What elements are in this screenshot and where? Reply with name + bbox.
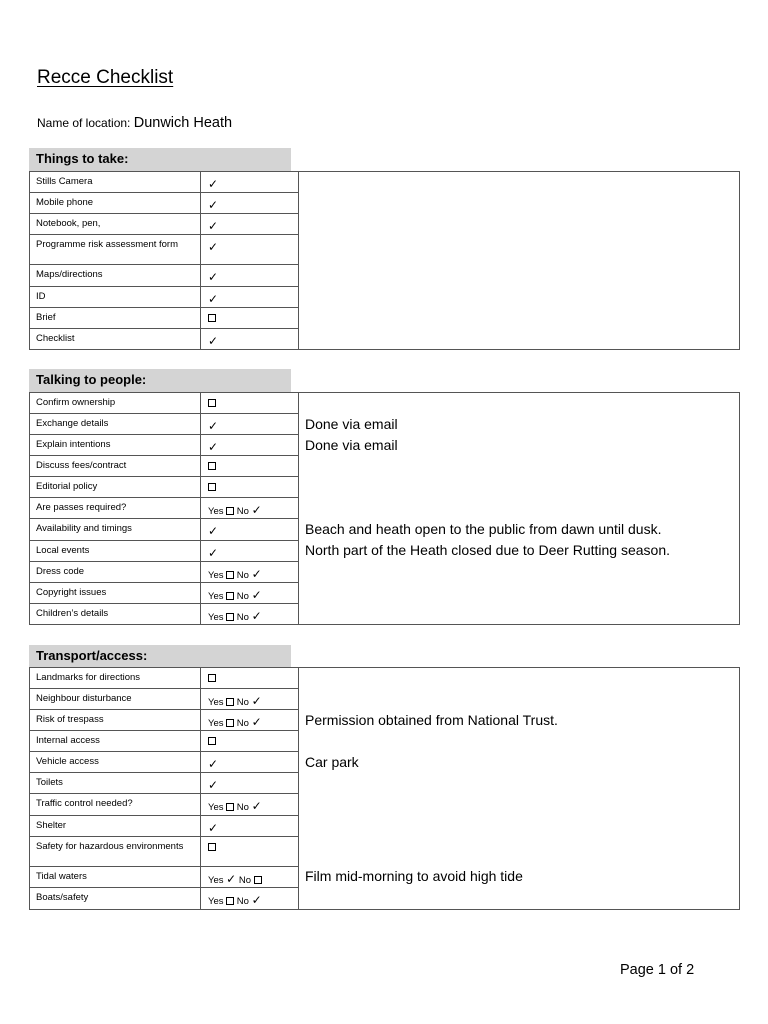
yes-label: Yes — [208, 569, 224, 581]
tick-icon: ✓ — [251, 503, 262, 518]
item-label: Children’s details — [30, 603, 201, 624]
checklist-table-things-to-take — [29, 171, 740, 350]
checkbox-icon[interactable] — [208, 674, 216, 682]
item-status — [201, 794, 299, 815]
tick-icon: ✓ — [251, 608, 262, 623]
item-label: Copyright issues — [30, 582, 201, 603]
note-text: Permission obtained from National Trust. — [305, 712, 558, 728]
checklist-table-transport-access — [29, 667, 740, 910]
item-status — [201, 214, 299, 235]
item-status — [201, 866, 299, 887]
tick-icon: ✓ — [251, 694, 262, 709]
no-label: No — [236, 895, 249, 907]
tick-icon: ✓ — [208, 524, 219, 539]
item-status — [201, 328, 299, 349]
checkbox-icon[interactable] — [226, 897, 234, 905]
no-label: No — [236, 718, 249, 730]
item-label: Explain intentions — [30, 435, 201, 456]
item-status — [201, 752, 299, 773]
item-status — [201, 710, 299, 731]
tick-icon: ✓ — [251, 566, 262, 581]
yes-no-choice — [208, 503, 262, 518]
item-status — [201, 887, 299, 909]
item-label: Tidal waters — [30, 866, 201, 887]
item-status — [201, 582, 299, 603]
tick-icon: ✓ — [208, 291, 219, 306]
item-label: Risk of trespass — [30, 710, 201, 731]
tick-icon: ✓ — [251, 799, 262, 814]
section-heading-talking-to-people: Talking to people: — [29, 369, 291, 392]
item-status — [201, 435, 299, 456]
checklist-table-talking-to-people — [29, 392, 740, 625]
tick-icon: ✓ — [208, 419, 219, 434]
tick-icon: ✓ — [208, 757, 219, 772]
section-heading-things-to-take: Things to take: — [29, 148, 291, 171]
no-label: No — [236, 506, 249, 518]
note-text: North part of the Heath closed due to Deer Rutting season. — [305, 542, 670, 558]
item-label: Shelter — [30, 815, 201, 836]
yes-no-choice — [208, 892, 262, 907]
yes-no-choice — [208, 715, 262, 730]
checkbox-icon[interactable] — [208, 483, 216, 491]
yes-no-choice — [208, 799, 262, 814]
item-status — [201, 836, 299, 866]
checkbox-icon[interactable] — [254, 876, 262, 884]
tick-icon: ✓ — [208, 333, 219, 348]
item-status — [201, 307, 299, 328]
item-label: Exchange details — [30, 414, 201, 435]
item-label: Vehicle access — [30, 752, 201, 773]
yes-label: Yes — [208, 590, 224, 602]
yes-label: Yes — [208, 697, 224, 709]
item-label: Confirm ownership — [30, 393, 201, 414]
tick-icon: ✓ — [208, 545, 219, 560]
item-status — [201, 773, 299, 794]
location-label: Name of location: — [37, 116, 131, 130]
yes-no-choice — [208, 566, 262, 581]
table-row — [30, 668, 740, 689]
note-text: Done via email — [305, 437, 398, 453]
yes-label: Yes — [208, 895, 224, 907]
item-status — [201, 603, 299, 624]
section-heading-transport-access: Transport/access: — [29, 645, 291, 668]
tick-icon: ✓ — [208, 270, 219, 285]
item-label: Are passes required? — [30, 498, 201, 519]
note-text: Film mid-morning to avoid high tide — [305, 868, 523, 884]
checkbox-icon[interactable] — [208, 314, 216, 322]
location-value: Dunwich Heath — [133, 115, 233, 131]
no-label: No — [238, 874, 251, 886]
yes-no-choice — [208, 608, 262, 623]
item-status — [201, 265, 299, 286]
yes-label: Yes — [208, 611, 224, 623]
note-text: Beach and heath open to the public from dawn until dusk. — [305, 521, 662, 537]
item-status — [201, 498, 299, 519]
no-label: No — [236, 590, 249, 602]
item-status — [201, 477, 299, 498]
yes-no-choice — [208, 694, 262, 709]
item-status — [201, 172, 299, 193]
item-status — [201, 689, 299, 710]
yes-label: Yes — [208, 802, 224, 814]
checkbox-icon[interactable] — [208, 737, 216, 745]
item-label: Mobile phone — [30, 193, 201, 214]
item-label: Programme risk assessment form — [30, 235, 201, 265]
item-label: Stills Camera — [30, 172, 201, 193]
tick-icon: ✓ — [208, 440, 219, 455]
tick-icon: ✓ — [208, 778, 219, 793]
note-text: Car park — [305, 754, 359, 770]
notes-cell — [299, 393, 740, 625]
checkbox-icon[interactable] — [226, 613, 234, 621]
item-label: Safety for hazardous environments — [30, 836, 201, 866]
item-status — [201, 561, 299, 582]
item-label: Landmarks for directions — [30, 668, 201, 689]
item-status — [201, 235, 299, 265]
table-row — [30, 393, 740, 414]
yes-label: Yes — [208, 874, 224, 886]
yes-label: Yes — [208, 506, 224, 518]
item-status — [201, 393, 299, 414]
page-number: Page 1 of 2 — [620, 962, 695, 978]
item-label: ID — [30, 286, 201, 307]
tick-icon: ✓ — [208, 198, 219, 213]
tick-icon: ✓ — [208, 219, 219, 234]
notes-area — [299, 393, 739, 624]
item-label: Internal access — [30, 731, 201, 752]
no-label: No — [236, 611, 249, 623]
item-status — [201, 519, 299, 540]
item-label: Local events — [30, 540, 201, 561]
item-status — [201, 456, 299, 477]
table-row — [30, 172, 740, 193]
notes-area — [299, 172, 739, 349]
tick-icon: ✓ — [208, 240, 219, 255]
checkbox-icon[interactable] — [208, 843, 216, 851]
checkbox-icon[interactable] — [226, 698, 234, 706]
item-label: Availability and timings — [30, 519, 201, 540]
item-label: Neighbour disturbance — [30, 689, 201, 710]
checkbox-icon[interactable] — [226, 803, 234, 811]
checkbox-icon[interactable] — [226, 571, 234, 579]
item-status — [201, 668, 299, 689]
tick-icon: ✓ — [251, 892, 262, 907]
item-label: Toilets — [30, 773, 201, 794]
tick-icon: ✓ — [208, 820, 219, 835]
item-label: Checklist — [30, 328, 201, 349]
yes-label: Yes — [208, 718, 224, 730]
checkbox-icon[interactable] — [208, 399, 216, 407]
no-label: No — [236, 569, 249, 581]
checkbox-icon[interactable] — [226, 719, 234, 727]
document-title: Recce Checklist — [37, 67, 174, 88]
yes-no-choice — [208, 587, 262, 602]
checkbox-icon[interactable] — [208, 462, 216, 470]
tick-icon: ✓ — [208, 177, 219, 191]
notes-area — [299, 668, 739, 909]
yes-no-choice — [208, 871, 262, 886]
item-status — [201, 286, 299, 307]
item-label: Notebook, pen, — [30, 214, 201, 235]
item-label: Editorial policy — [30, 477, 201, 498]
tick-icon: ✓ — [251, 715, 262, 730]
item-label: Discuss fees/contract — [30, 456, 201, 477]
no-label: No — [236, 697, 249, 709]
tick-icon: ✓ — [251, 587, 262, 602]
item-status — [201, 731, 299, 752]
item-label: Traffic control needed? — [30, 794, 201, 815]
note-text: Done via email — [305, 416, 398, 432]
notes-cell — [299, 172, 740, 350]
item-status — [201, 193, 299, 214]
tick-icon: ✓ — [226, 871, 237, 886]
notes-cell — [299, 668, 740, 910]
item-status — [201, 815, 299, 836]
item-label: Maps/directions — [30, 265, 201, 286]
item-label: Dress code — [30, 561, 201, 582]
checkbox-icon[interactable] — [226, 592, 234, 600]
checkbox-icon[interactable] — [226, 507, 234, 515]
item-label: Boats/safety — [30, 887, 201, 909]
location-line — [37, 115, 232, 131]
item-status — [201, 414, 299, 435]
item-label: Brief — [30, 307, 201, 328]
item-status — [201, 540, 299, 561]
no-label: No — [236, 802, 249, 814]
